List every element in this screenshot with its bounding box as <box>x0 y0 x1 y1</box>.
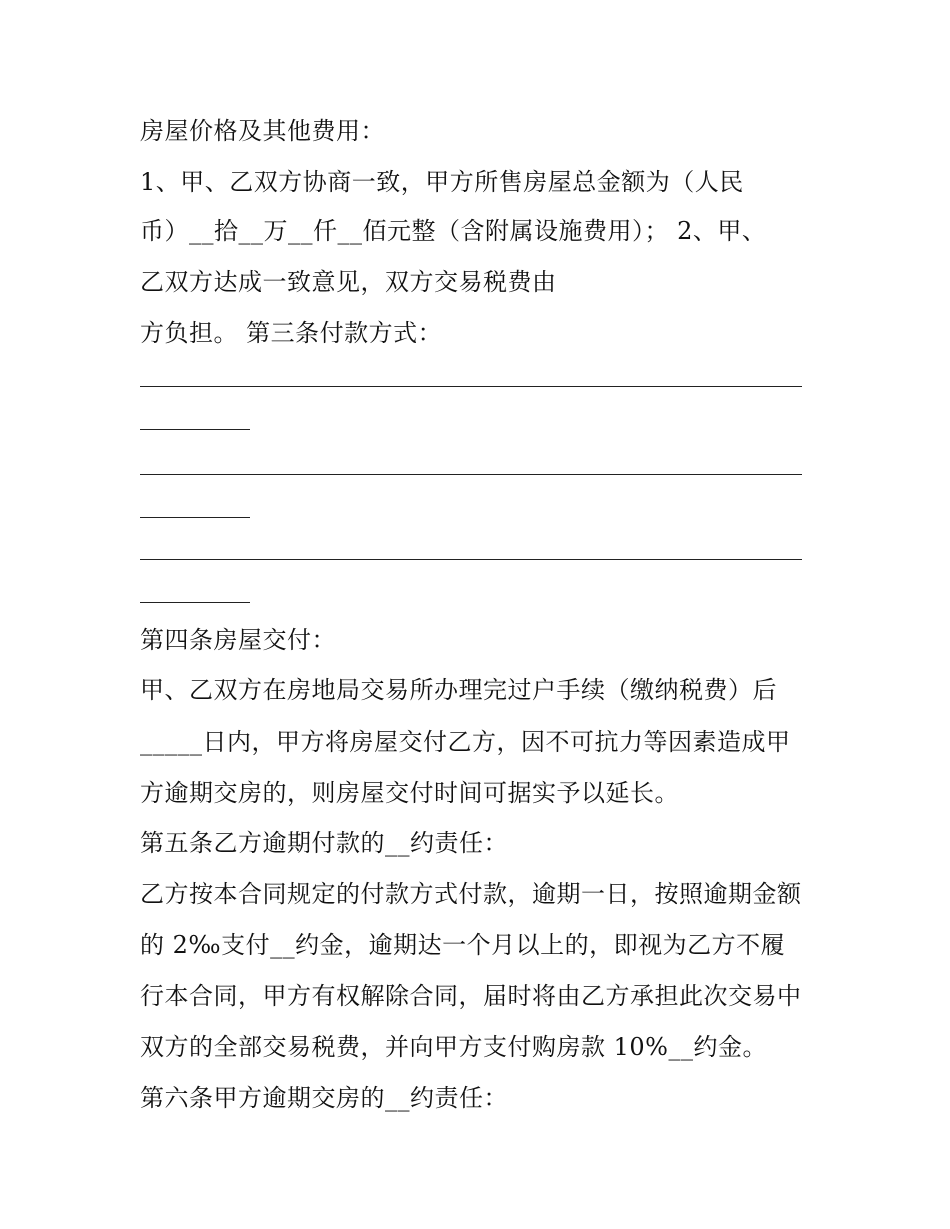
clause-paragraph-line: 的 2‰支付__约金，逾期达一个月以上的，即视为乙方不履 <box>140 931 786 959</box>
section-heading-delivery: 第四条房屋交付： <box>140 626 336 654</box>
section-heading-seller-late-delivery: 第六条甲方逾期交房的__约责任： <box>140 1084 508 1112</box>
clause-paragraph-line: _____日内，甲方将房屋交付乙方，因不可抗力等因素造成甲 <box>140 728 791 756</box>
blank-fill-line <box>140 429 250 430</box>
blank-fill-line <box>140 474 802 475</box>
clause-paragraph-line: 双方的全部交易税费，并向甲方支付购房款 10%__约金。 <box>140 1033 767 1061</box>
section-heading-price: 房屋价格及其他费用： <box>140 117 385 145</box>
section-heading-buyer-late-payment: 第五条乙方逾期付款的__约责任： <box>140 829 508 857</box>
blank-fill-line <box>140 602 250 603</box>
blank-fill-line <box>140 517 250 518</box>
clause-paragraph-line: 币）__拾__万__仟__佰元整（含附属设施费用）； 2、甲、 <box>140 217 767 245</box>
blank-fill-line <box>140 386 802 387</box>
blank-fill-line <box>140 559 802 560</box>
clause-paragraph-line: 行本合同，甲方有权解除合同，届时将由乙方承担此次交易中 <box>140 982 802 1010</box>
clause-paragraph-line: 方负担。 第三条付款方式： <box>140 319 443 347</box>
clause-paragraph-line: 乙双方达成一致意见，双方交易税费由 <box>140 268 557 296</box>
clause-paragraph-line: 1、甲、乙双方协商一致，甲方所售房屋总金额为（人民 <box>140 168 744 196</box>
clause-paragraph-line: 甲、乙双方在房地局交易所办理完过户手续（缴纳税费）后 <box>140 676 777 704</box>
clause-paragraph-line: 方逾期交房的，则房屋交付时间可据实予以延长。 <box>140 779 679 807</box>
clause-paragraph-line: 乙方按本合同规定的付款方式付款，逾期一日，按照逾期金额 <box>140 880 802 908</box>
